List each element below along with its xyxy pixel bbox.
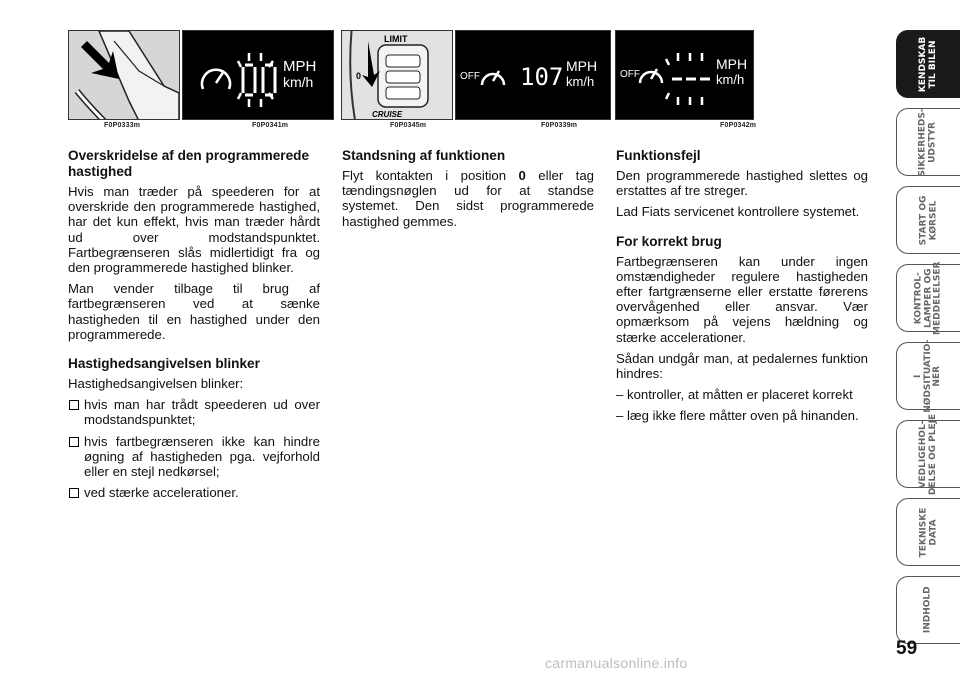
paragraph: Fartbegrænseren kan under ingen omstændigheder regulere hastigheden efter fartgrænserne eller erstatte førerens overvågenhed eller ansvar. Vær opmærksom på vejens hældning og stærke accelerationer. <box>616 253 868 345</box>
figure-display-blinking <box>182 30 334 120</box>
paragraph: Hastighedsangivelsen blinker: <box>68 376 244 392</box>
tab-vedligeholdelse[interactable]: VEDLIGEHOL- DELSE OG PLEJE <box>896 420 960 488</box>
unit-mph: MPH <box>716 56 748 72</box>
column-2 <box>342 148 594 235</box>
paragraph: Den programmerede hastighed slettes og erstattes af tre streger. <box>616 168 868 199</box>
tab-indhold[interactable]: INDHOLD <box>896 576 960 644</box>
heading-stop-function: Standsning af funktionen <box>342 148 506 163</box>
figure-code: F0P0339m <box>541 122 578 129</box>
tab-tekniske-data[interactable]: TEKNISKE DATA <box>896 498 960 566</box>
off-label: OFF <box>460 71 480 82</box>
speedometer-icon <box>202 70 230 89</box>
tab-kontrollamper[interactable]: KONTROL- LAMPER OG MEDDELELSER <box>896 264 960 332</box>
off-label: OFF <box>620 69 640 80</box>
unit-kmh: km/h <box>716 72 745 87</box>
limit-label: LIMIT <box>384 34 408 44</box>
column-1 <box>68 148 320 506</box>
figure-code: F0P0341m <box>252 122 289 129</box>
figure-switch <box>341 30 453 120</box>
page-number: 59 <box>896 638 918 659</box>
programmed-speed: 107 <box>520 63 564 91</box>
position-zero-label: 0 <box>356 71 362 81</box>
segment-digits-icon <box>243 65 275 95</box>
paragraph: – kontroller, at måtten er placeret korrekt <box>616 387 853 403</box>
paragraph: Man vender tilbage til brug af fartbegrænseren ved at sænke hastigheden til en hastighed under den programmerede. <box>68 281 320 342</box>
paragraph: Lad Fiats servicenet kontrollere systemet. <box>616 204 860 220</box>
speedometer-icon <box>482 71 504 85</box>
list-item: ved stærke accelerationer. <box>68 485 320 500</box>
unit-kmh: km/h <box>566 74 595 89</box>
blink-rays-icon <box>666 53 702 105</box>
list-item: hvis fartbegrænseren ikke kan hindre øgning af hastigheden pga. vejforhold eller en stejl nedkørsel; <box>68 434 320 480</box>
tab-sikkerhedsudstyr[interactable]: SIKKERHEDS- UDSTYR <box>896 108 960 176</box>
unit-mph: MPH <box>283 58 317 75</box>
unit-kmh: km/h <box>283 74 314 90</box>
heading-override: Overskridelse af den programmerede hastighed <box>68 148 310 179</box>
checkbox-bullet-icon <box>69 488 79 498</box>
list-item: hvis man har trådt speederen ud over modstandspunktet; <box>68 397 320 427</box>
figure-display-off-speed <box>455 30 611 120</box>
column-3 <box>616 148 868 430</box>
unit-mph: MPH <box>566 58 598 74</box>
figure-code: F0P0345m <box>390 122 427 129</box>
tab-nodsituationer[interactable]: I NØDSITUATIO- NER <box>896 342 960 410</box>
figure-display-off-dashes <box>615 30 754 120</box>
tab-kendskab[interactable]: KENDSKAB TIL BILEN <box>896 30 960 98</box>
paragraph: Flyt kontakten i position 0 eller tag tændingsnøglen ud for at standse systemet. Den sidst programmerede hastighed gemmes. <box>342 168 594 229</box>
checkbox-bullet-icon <box>69 400 79 410</box>
figure-code: F0P0342m <box>720 122 757 129</box>
paragraph: Hvis man træder på speederen for at overskride den programmerede hastighed, har det kun effekt, hvis man træder hårdt ud over modstandspunktet. Fartbegrænseren slås midlertidigt fra og den programmerede hastighed blinker. <box>68 184 320 276</box>
tab-start-og-korsel[interactable]: START OG KØRSEL <box>896 186 960 254</box>
speedometer-icon <box>640 69 662 83</box>
bullet-list <box>68 397 320 500</box>
heading-blinking: Hastighedsangivelsen blinker <box>68 356 260 372</box>
paragraph: Sådan undgår man, at pedalernes funktion hindres: <box>616 350 868 382</box>
watermark: carmanualsonline.info <box>545 655 688 671</box>
cruise-label: CRUISE <box>372 110 403 119</box>
checkbox-bullet-icon <box>69 437 79 447</box>
heading-malfunction: Funktionsfejl <box>616 148 701 163</box>
figure-code: F0P0333m <box>104 122 141 129</box>
pedal-illustration <box>69 31 180 120</box>
figure-pedal <box>68 30 180 120</box>
paragraph: – læg ikke flere måtter oven på hinanden. <box>616 408 859 424</box>
heading-correct-use: For korrekt brug <box>616 233 722 249</box>
